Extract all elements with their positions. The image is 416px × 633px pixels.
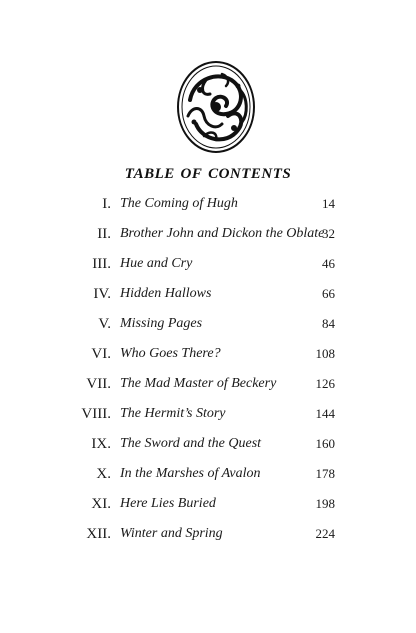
page-title: table of contents — [124, 159, 292, 183]
chapter-title[interactable]: Winter and Spring — [120, 526, 223, 541]
page-number: 14 — [322, 196, 335, 211]
page-number: 32 — [322, 226, 335, 241]
toc-entry[interactable] — [0, 339, 416, 369]
chapter-numeral: IX. — [91, 436, 111, 452]
page-number: 126 — [315, 376, 335, 391]
toc-entry[interactable] — [0, 279, 416, 309]
toc-entry[interactable] — [0, 429, 416, 459]
toc-entry[interactable] — [0, 399, 416, 429]
toc-entry[interactable] — [0, 459, 416, 489]
page-number: 144 — [315, 406, 335, 421]
chapter-numeral: XII. — [86, 526, 111, 542]
chapter-title[interactable]: Here Lies Buried — [120, 496, 216, 511]
chapter-numeral: II. — [97, 226, 111, 242]
chapter-numeral: V. — [98, 316, 111, 332]
page-number: 160 — [315, 436, 335, 451]
chapter-title[interactable]: Hidden Hallows — [120, 286, 212, 301]
page-number: 46 — [322, 256, 335, 271]
page-number: 198 — [315, 496, 335, 511]
page-number: 224 — [315, 526, 335, 541]
chapter-numeral: VI. — [91, 346, 111, 362]
chapter-title[interactable]: Missing Pages — [120, 316, 203, 331]
chapter-title[interactable]: The Hermit’s Story — [120, 406, 226, 421]
chapter-title[interactable]: In the Marshes of Avalon — [120, 466, 261, 481]
toc-entry[interactable] — [0, 519, 416, 549]
chapter-numeral: VII. — [86, 376, 111, 392]
celtic-knot-medallion-icon — [176, 60, 256, 154]
chapter-title[interactable]: Brother John and Dickon the Oblate — [120, 226, 325, 241]
page-number: 108 — [315, 346, 335, 361]
chapter-numeral: X. — [96, 466, 111, 482]
chapter-title[interactable]: Who Goes There? — [120, 346, 221, 361]
chapter-numeral: I. — [102, 196, 111, 212]
toc-entry[interactable] — [0, 309, 416, 339]
toc-entry[interactable] — [0, 249, 416, 279]
toc-entry[interactable] — [0, 219, 416, 249]
chapter-title[interactable]: The Coming of Hugh — [120, 196, 238, 211]
chapter-numeral: XI. — [91, 496, 111, 512]
toc-entry[interactable] — [0, 189, 416, 219]
page-number: 178 — [315, 466, 335, 481]
page-number: 66 — [322, 286, 335, 301]
chapter-numeral: VIII. — [81, 406, 111, 422]
chapter-title[interactable]: The Mad Master of Beckery — [120, 376, 277, 391]
chapter-title[interactable]: Hue and Cry — [120, 256, 193, 271]
chapter-numeral: IV. — [93, 286, 111, 302]
page-number: 84 — [322, 316, 335, 331]
toc-entry[interactable] — [0, 489, 416, 519]
chapter-numeral: III. — [92, 256, 111, 272]
toc-entry[interactable] — [0, 369, 416, 399]
chapter-title[interactable]: The Sword and the Quest — [120, 436, 262, 451]
